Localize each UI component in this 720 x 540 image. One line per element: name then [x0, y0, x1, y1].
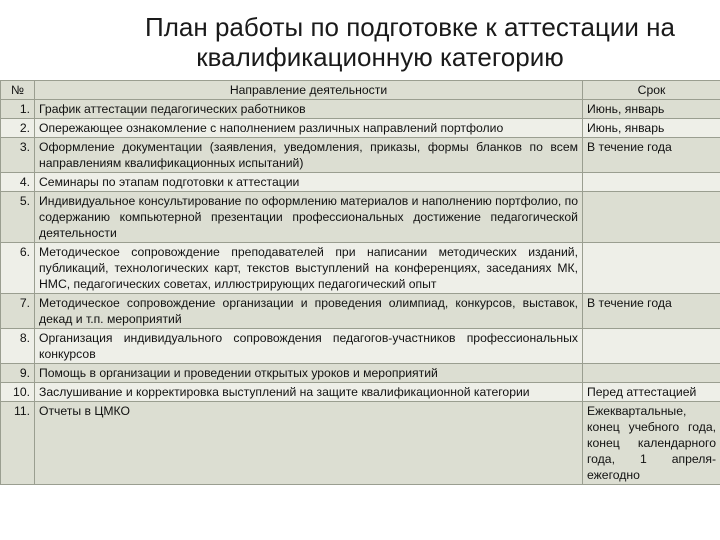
table-row	[1, 138, 720, 173]
table-row	[1, 173, 720, 192]
table-row	[1, 192, 720, 243]
row-direction: Помощь в организации и проведении открытых уроков и мероприятий	[35, 364, 583, 383]
row-direction: График аттестации педагогических работников	[35, 100, 583, 119]
row-num: 6.	[1, 243, 35, 294]
row-direction: Оформление документации (заявления, уведомления, приказы, формы бланков по всем направлениям квалификационных испытаний)	[35, 138, 583, 173]
row-num: 4.	[1, 173, 35, 192]
row-num: 8.	[1, 329, 35, 364]
table-row	[1, 100, 720, 119]
row-term: Июнь, январь	[583, 119, 720, 138]
row-direction: Индивидуальное консультирование по оформлению материалов и наполнению портфолио, по содержанию компьютерной презентации профессиональных достижение педагогической деятельности	[35, 192, 583, 243]
row-num: 5.	[1, 192, 35, 243]
row-num: 11.	[1, 402, 35, 485]
title-line-2: квалификационную категорию	[196, 42, 564, 72]
row-num: 7.	[1, 294, 35, 329]
header-direction: Направление деятельности	[35, 81, 583, 100]
row-num: 2.	[1, 119, 35, 138]
row-num: 9.	[1, 364, 35, 383]
row-term: В течение года	[583, 294, 720, 329]
row-term	[583, 364, 720, 383]
row-direction: Заслушивание и корректировка выступлений на защите квалификационной категории	[35, 383, 583, 402]
row-term: Июнь, январь	[583, 100, 720, 119]
page-title	[60, 12, 700, 72]
row-term: Перед аттестацией	[583, 383, 720, 402]
row-term	[583, 243, 720, 294]
row-direction: Методическое сопровождение преподавателей при написании методических изданий, публикаций, технологических карт, текстов выступлений на конференциях, заседаниях МК, НМС, педагогических советах, иллюстрирующих педагогический опыт	[35, 243, 583, 294]
table-row	[1, 119, 720, 138]
row-num: 1.	[1, 100, 35, 119]
row-term	[583, 329, 720, 364]
table-row	[1, 364, 720, 383]
row-term	[583, 173, 720, 192]
row-term: В течение года	[583, 138, 720, 173]
row-num: 10.	[1, 383, 35, 402]
row-direction: Организация индивидуального сопровождения педагогов-участников профессиональных конкурсов	[35, 329, 583, 364]
row-num: 3.	[1, 138, 35, 173]
plan-table	[0, 80, 720, 485]
row-direction: Опережающее ознакомление с наполнением различных направлений портфолио	[35, 119, 583, 138]
header-term: Срок	[583, 81, 720, 100]
title-line-1: План работы по подготовке к аттестации на	[145, 12, 675, 42]
row-direction: Семинары по этапам подготовки к аттестации	[35, 173, 583, 192]
table-row	[1, 402, 720, 485]
row-term: Ежеквартальные, конец учебного года, конец календарного года, 1 апреля-ежегодно	[583, 402, 720, 485]
table-row	[1, 294, 720, 329]
table-row	[1, 243, 720, 294]
table-row	[1, 329, 720, 364]
table-row	[1, 383, 720, 402]
header-num: №	[1, 81, 35, 100]
table-header-row	[1, 81, 720, 100]
row-term	[583, 192, 720, 243]
row-direction: Методическое сопровождение организации и проведения олимпиад, конкурсов, выставок, декад и т.п. мероприятий	[35, 294, 583, 329]
row-direction: Отчеты в ЦМКО	[35, 402, 583, 485]
